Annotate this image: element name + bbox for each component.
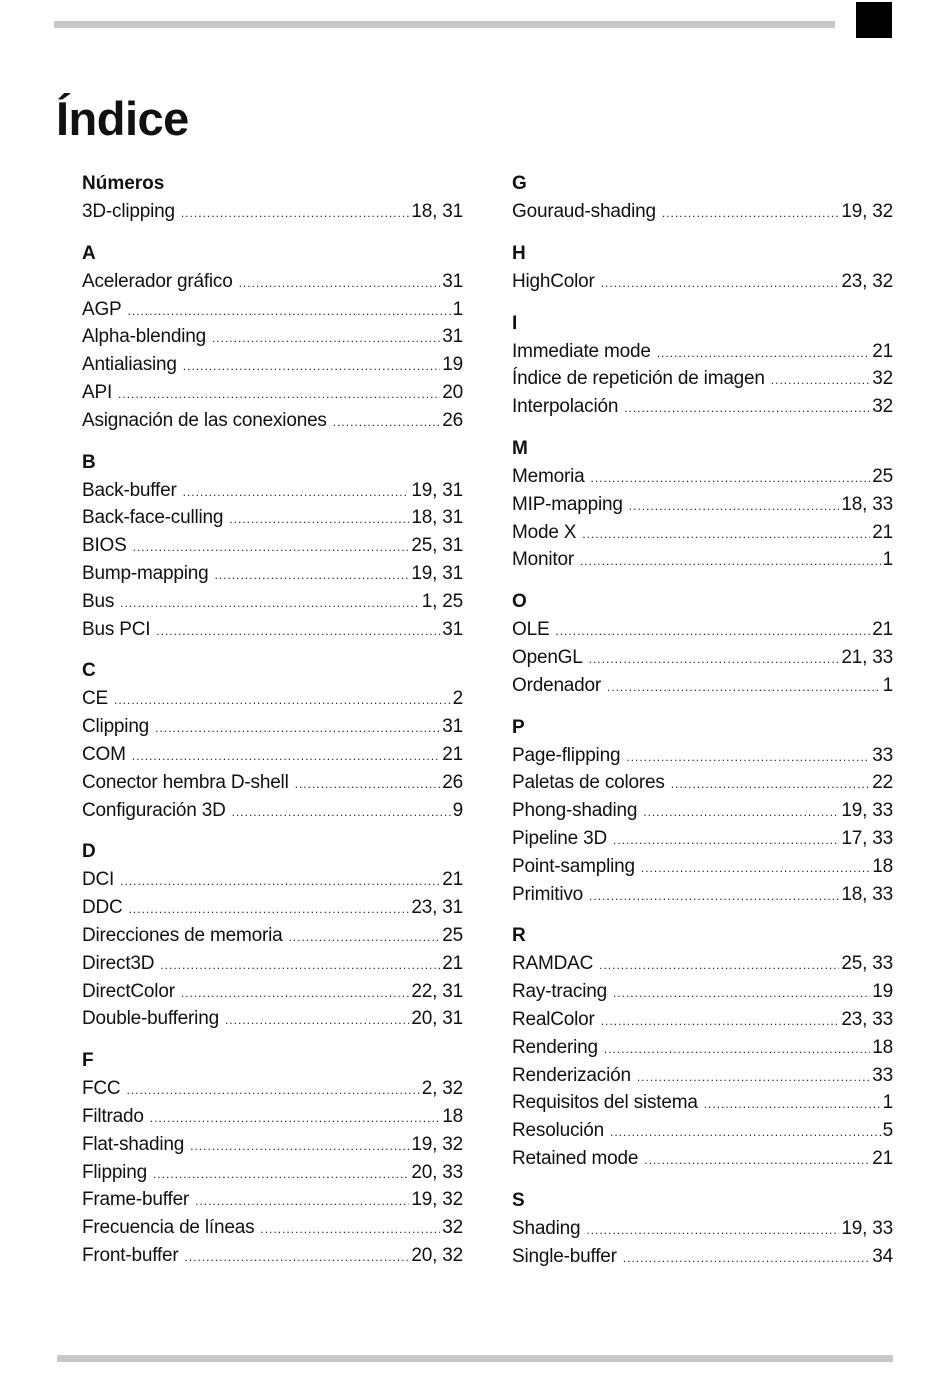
index-entry [512,365,893,393]
index-entry [82,685,463,713]
index-term: Shading [512,1217,581,1239]
index-entry [512,1117,893,1145]
index-entry [512,616,893,644]
index-section [82,449,463,644]
page-numbers: 21 [872,619,893,641]
index-term: FCC [82,1078,121,1100]
page-numbers: 23, 33 [841,1008,893,1030]
page-numbers: 22 [872,772,893,794]
index-entry [82,1214,463,1242]
index-entry [512,853,893,881]
index-term: Immediate mode [512,340,651,362]
index-term: Front-buffer [82,1244,179,1266]
index-term: Asignación de las conexiones [82,409,327,431]
page-numbers: 23, 32 [841,270,893,292]
dot-leader [586,1217,839,1245]
index-entry [512,1215,893,1243]
index-entry [82,1103,463,1131]
page-numbers: 31 [442,716,463,738]
index-term: Flipping [82,1161,147,1183]
index-entry [82,866,463,894]
index-term: Single-buffer [512,1245,617,1267]
page-numbers: 18, 33 [841,493,893,515]
page-numbers: 19, 31 [411,479,463,501]
index-term: Gouraud-shading [512,201,656,222]
dot-leader [643,799,839,827]
dot-leader [150,1105,441,1133]
page-numbers: 33 [872,1064,893,1086]
dot-leader [190,1133,409,1161]
index-term: OpenGL [512,646,583,668]
index-term: HighColor [512,270,595,292]
dot-leader [671,771,871,799]
dot-leader [181,200,410,228]
dot-leader [225,1007,409,1035]
index-column-left [82,170,463,1284]
dot-leader [120,868,440,896]
page-numbers: 21 [442,952,463,974]
index-term: MIP-mapping [512,493,623,515]
page-numbers: 18, 31 [411,507,463,529]
page-numbers: 18, 31 [411,201,463,222]
index-entry [82,1005,463,1033]
page-numbers: 32 [442,1217,463,1239]
page-numbers: 1 [882,674,893,696]
index-section [512,240,893,296]
index-term: Alpha-blending [82,326,206,348]
index-term: Rendering [512,1036,598,1058]
index-entry [512,268,893,296]
index-term: CE [82,688,108,710]
page-numbers: 22, 31 [411,980,463,1002]
footer-rule [57,1355,893,1362]
dot-leader [129,896,410,924]
index-term: Resolución [512,1120,604,1142]
dot-leader [641,855,870,883]
dot-leader [601,1008,840,1036]
dot-leader [156,618,440,646]
section-letter-heading: M [512,437,528,459]
index-entry [512,198,893,226]
dot-leader [195,1188,409,1216]
index-term: Memoria [512,465,585,487]
dot-leader [212,325,440,353]
index-term: Retained mode [512,1147,639,1169]
index-entry [512,519,893,547]
page-numbers: 19, 32 [841,201,893,222]
index-term: Monitor [512,549,574,571]
dot-leader [260,1216,440,1244]
dot-leader [288,924,440,952]
dot-leader [181,980,410,1008]
section-letter-heading: A [82,242,96,264]
index-term: Direcciones de memoria [82,924,283,946]
page-numbers: 31 [442,326,463,348]
page-numbers: 32 [872,396,893,418]
index-entry [512,1089,893,1117]
index-entry [512,769,893,797]
page-numbers: 25, 31 [411,535,463,557]
page-numbers: 19, 33 [841,1217,893,1239]
index-entry [512,1145,893,1173]
section-letter-heading: P [512,716,525,738]
page-numbers: 18 [442,1105,463,1127]
dot-leader [637,1064,870,1092]
index-entry [82,769,463,797]
dot-leader [604,1036,870,1064]
index-entry [512,1243,893,1271]
section-letter-heading: I [512,312,518,334]
page-title: Índice [56,92,189,145]
index-entry [82,950,463,978]
index-term: Pipeline 3D [512,827,607,849]
page-numbers: 32 [872,368,893,390]
page-numbers: 9 [452,799,463,821]
index-term: Frecuencia de líneas [82,1217,255,1239]
index-entry [82,1159,463,1187]
dot-leader [771,367,870,395]
page-numbers: 21 [872,340,893,362]
dot-leader [118,381,440,409]
index-entry [82,713,463,741]
index-entry [82,532,463,560]
dot-leader [183,479,410,507]
index-term: Clipping [82,716,150,738]
dot-leader [114,687,451,715]
index-term: DCI [82,869,115,891]
dot-leader [662,200,840,228]
page-numbers: 1 [452,298,463,320]
dot-leader [613,827,839,855]
dot-leader [333,409,441,437]
section-letter-heading: B [82,451,96,473]
dot-leader [183,353,440,381]
dot-leader [160,952,440,980]
dot-leader [599,952,839,980]
index-term: Bus [82,590,115,612]
index-term: Ray-tracing [512,981,607,1003]
index-term: Mode X [512,521,577,543]
index-section [82,170,463,226]
page-numbers: 20 [442,381,463,403]
dot-leader [155,715,440,743]
index-term: API [82,381,113,403]
page-numbers: 31 [442,618,463,640]
index-term: Ordenador [512,674,602,696]
index-entry [512,825,893,853]
index-entry [512,644,893,672]
page-numbers: 2, 32 [421,1078,463,1100]
index-entry [512,978,893,1006]
dot-leader [126,1077,419,1105]
page-numbers: 2 [452,688,463,710]
index-term: Bus PCI [82,618,151,640]
index-entry [512,546,893,574]
index-term: OLE [512,619,550,641]
dot-leader [239,270,441,298]
index-entry [512,1006,893,1034]
index-term: Double-buffering [82,1008,219,1030]
dot-leader [657,340,871,368]
page-numbers: 19, 32 [411,1189,463,1211]
dot-leader [607,674,881,702]
index-entry [512,1062,893,1090]
index-entry [82,616,463,644]
index-term: RealColor [512,1008,595,1030]
index-entry [82,797,463,825]
index-term: Paletas de colores [512,772,665,794]
index-term: DDC [82,897,123,919]
index-section [512,1187,893,1271]
dot-leader [623,1245,870,1273]
page-numbers: 31 [442,270,463,292]
section-letter-heading: R [512,925,526,947]
index-section [512,170,893,226]
dot-leader [555,618,870,646]
section-letter-heading: F [82,1050,94,1072]
index-term: COM [82,743,126,765]
page-numbers: 25, 33 [841,953,893,975]
index-term: AGP [82,298,122,320]
index-term: Frame-buffer [82,1189,190,1211]
index-entry [82,1186,463,1214]
index-entry [82,741,463,769]
index-term: Filtrado [82,1105,144,1127]
index-section [82,1047,463,1270]
index-entry [512,742,893,770]
page-numbers: 1 [882,549,893,571]
index-entry [82,351,463,379]
index-term: DirectColor [82,980,175,1002]
page-numbers: 21, 33 [841,646,893,668]
index-section [512,714,893,909]
index-entry [82,504,463,532]
page-numbers: 33 [872,744,893,766]
dot-leader [214,562,409,590]
index-entry [82,296,463,324]
dot-leader [120,590,420,618]
index-section [512,310,893,421]
index-entry [82,323,463,351]
dot-leader [153,1161,409,1189]
index-entry [82,198,463,226]
index-term: Back-buffer [82,479,177,501]
index-term: RAMDAC [512,953,594,975]
page-numbers: 17, 33 [841,827,893,849]
index-term: 3D-clipping [82,201,175,222]
dot-leader [704,1091,881,1119]
index-entry [512,1034,893,1062]
index-term: Configuración 3D [82,799,226,821]
page-numbers: 26 [442,771,463,793]
dot-leader [629,493,840,521]
page-numbers: 19 [872,981,893,1003]
section-letter-heading: C [82,660,96,682]
page-numbers: 19, 31 [411,562,463,584]
page-numbers: 23, 31 [411,897,463,919]
dot-leader [232,799,451,827]
page-numbers: 19, 32 [411,1133,463,1155]
page-numbers: 19 [442,354,463,376]
index-term: Flat-shading [82,1133,185,1155]
index-term: Bump-mapping [82,562,209,584]
header-rule [54,21,835,28]
dot-leader [610,1119,881,1147]
index-term: Phong-shading [512,800,638,822]
index-entry [512,393,893,421]
dot-leader [185,1244,410,1272]
index-term: Antialiasing [82,354,177,376]
page-numbers: 34 [872,1245,893,1267]
dot-leader [589,883,839,911]
page-numbers: 25 [442,924,463,946]
dot-leader [601,270,840,298]
page-numbers: 21 [872,1147,893,1169]
page-numbers: 18 [872,855,893,877]
page-numbers: 25 [872,465,893,487]
page-numbers: 5 [882,1120,893,1142]
section-letter-heading: Números [82,173,165,194]
index-entry [512,463,893,491]
index-column-right [512,170,893,1284]
index-term: Conector hembra D-shell [82,771,289,793]
index-entry [82,1242,463,1270]
dot-leader [128,298,451,326]
index-entry [82,477,463,505]
index-term: Primitivo [512,883,584,905]
index-entry [82,922,463,950]
page-numbers: 19, 33 [841,800,893,822]
index-section [82,240,463,435]
index-term: Page-flipping [512,744,621,766]
page-numbers: 26 [442,409,463,431]
dot-leader [626,744,870,772]
page-numbers: 1 [882,1092,893,1114]
dot-leader [132,743,441,771]
page-numbers: 20, 33 [411,1161,463,1183]
index-section [512,922,893,1172]
index-entry [82,894,463,922]
dot-leader [591,465,871,493]
dot-leader [295,771,441,799]
page-numbers: 18, 33 [841,883,893,905]
section-letter-heading: O [512,591,527,613]
page-numbers: 20, 31 [411,1008,463,1030]
dot-leader [589,646,840,674]
section-letter-heading: D [82,841,96,863]
index-term: Back-face-culling [82,507,224,529]
index-entry [512,338,893,366]
index-entry [512,491,893,519]
dot-leader [644,1147,870,1175]
index-section [82,838,463,1033]
index-term: Acelerador gráfico [82,270,233,292]
index-term: Requisitos del sistema [512,1092,698,1114]
corner-tab-marker [856,2,892,38]
index-section [512,588,893,699]
section-letter-heading: S [512,1189,525,1211]
index-entry [512,797,893,825]
index-entry [512,672,893,700]
index-entry [82,407,463,435]
dot-leader [229,506,409,534]
dot-leader [133,534,410,562]
index-entry [82,560,463,588]
page-numbers: 21 [872,521,893,543]
index-term: BIOS [82,535,127,557]
index-entry [512,950,893,978]
index-entry [512,881,893,909]
index-term: Interpolación [512,396,619,418]
page-numbers: 20, 32 [411,1244,463,1266]
section-letter-heading: H [512,242,526,264]
index-section [512,435,893,574]
dot-leader [624,395,870,423]
section-letter-heading: G [512,173,527,194]
index-entry [82,978,463,1006]
dot-leader [613,980,870,1008]
page-numbers: 1, 25 [421,590,463,612]
index-entry [82,379,463,407]
page-numbers: 21 [442,743,463,765]
index-term: Point-sampling [512,855,635,877]
index-entry [82,1075,463,1103]
index-entry [82,1131,463,1159]
index-term: Direct3D [82,952,155,974]
index-entry [82,588,463,616]
dot-leader [582,521,870,549]
index-term: Índice de repetición de imagen [512,368,765,390]
page-numbers: 21 [442,869,463,891]
index-term: Renderización [512,1064,631,1086]
page-numbers: 18 [872,1036,893,1058]
dot-leader [580,548,881,576]
index-section [82,657,463,824]
index-entry [82,268,463,296]
